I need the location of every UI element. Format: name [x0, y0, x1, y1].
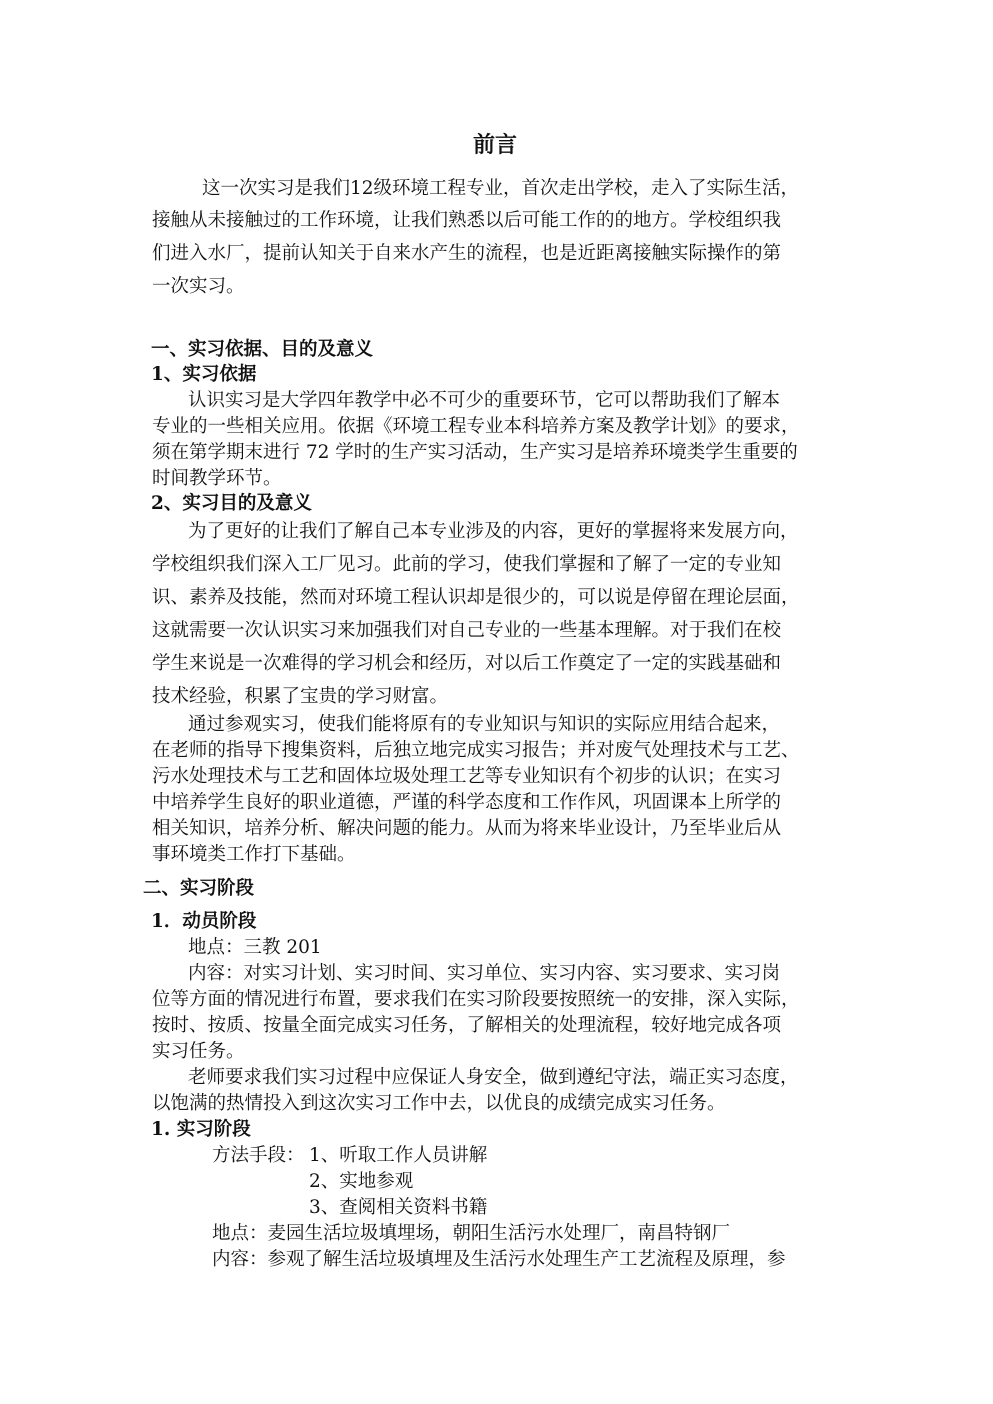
- basis-line: 时间教学环节。: [152, 468, 282, 489]
- basis-line: 认识实习是大学四年教学中必不可少的重要环节，它可以帮助我们了解本: [188, 390, 781, 411]
- section-heading-stages: 二、实习阶段: [143, 878, 255, 899]
- purpose-line: 这就需要一次认识实习来加强我们对自己专业的一些基本理解。对于我们在校: [152, 620, 782, 641]
- subheading-purpose: 2、实习目的及意义: [151, 493, 312, 514]
- purpose-line: 中培养学生良好的职业道德，严谨的科学态度和工作作风，巩固课本上所学的: [152, 792, 782, 813]
- section-heading-basis: 一、实习依据、目的及意义: [151, 339, 374, 360]
- subheading-basis: 1、实习依据: [151, 364, 257, 385]
- method-item: 3、查阅相关资料书籍: [309, 1197, 488, 1218]
- preface-line: 们进入水厂，提前认知关于自来水产生的流程，也是近距离接触实际操作的第: [152, 243, 782, 264]
- basis-line: 须在第学期末进行 72 学时的生产实习活动，生产实习是培养环境类学生重要的: [152, 442, 798, 463]
- method-item: 1、听取工作人员讲解: [309, 1145, 488, 1166]
- purpose-line: 学生来说是一次难得的学习机会和经历，对以后工作奠定了一定的实践基础和: [152, 653, 782, 674]
- purpose-line: 技术经验，积累了宝贵的学习财富。: [152, 686, 449, 707]
- purpose-line: 事环境类工作打下基础。: [152, 844, 356, 865]
- purpose-line: 识、素养及技能，然而对环境工程认识却是很少的，可以说是停留在理论层面，: [152, 587, 800, 608]
- purpose-line: 通过参观实习，使我们能将原有的专业知识与知识的实际应用结合起来，: [188, 714, 781, 735]
- mobilization-line: 实习任务。: [152, 1041, 245, 1062]
- preface-line: 接触从未接触过的工作环境，让我们熟悉以后可能工作的的地方。学校组织我: [152, 210, 782, 231]
- method-item: 2、实地参观: [309, 1171, 414, 1192]
- purpose-line: 为了更好的让我们了解自己本专业涉及的内容，更好的掌握将来发展方向，: [188, 521, 799, 542]
- teacher-line: 以饱满的热情投入到这次实习工作中去，以优良的成绩完成实习任务。: [152, 1093, 726, 1114]
- subheading-internship-stage: 1. 实习阶段: [151, 1119, 251, 1140]
- teacher-line: 老师要求我们实习过程中应保证人身安全，做到遵纪守法，端正实习态度，: [188, 1067, 799, 1088]
- mobilization-line: 位等方面的情况进行布置，要求我们在实习阶段要按照统一的安排，深入实际，: [152, 989, 800, 1010]
- mobilization-location: 地点：三教 201: [188, 937, 322, 958]
- internship-location: 地点：麦园生活垃圾填埋场，朝阳生活污水处理厂，南昌特钢厂: [212, 1223, 731, 1244]
- mobilization-line: 按时、按质、按量全面完成实习任务，了解相关的处理流程，较好地完成各项: [152, 1015, 782, 1036]
- methods-label: 方法手段：: [212, 1145, 305, 1166]
- purpose-line: 在老师的指导下搜集资料，后独立地完成实习报告；并对废气处理技术与工艺、: [152, 740, 800, 761]
- mobilization-line: 内容：对实习计划、实习时间、实习单位、实习内容、实习要求、实习岗: [188, 963, 781, 984]
- purpose-line: 污水处理技术与工艺和固体垃圾处理工艺等专业知识有个初步的认识；在实习: [152, 766, 782, 787]
- purpose-line: 学校组织我们深入工厂见习。此前的学习，使我们掌握和了解了一定的专业知: [152, 554, 782, 575]
- page-title: 前言: [473, 132, 518, 158]
- subheading-mobilization: 1．动员阶段: [151, 911, 257, 932]
- preface-line: 一次实习。: [152, 276, 245, 297]
- internship-content: 内容：参观了解生活垃圾填埋及生活污水处理生产工艺流程及原理，参: [212, 1249, 786, 1270]
- purpose-line: 相关知识，培养分析、解决问题的能力。从而为将来毕业设计，乃至毕业后从: [152, 818, 782, 839]
- preface-line: 这一次实习是我们12级环境工程专业，首次走出学校，走入了实际生活，: [202, 178, 800, 199]
- basis-line: 专业的一些相关应用。依据《环境工程专业本科培养方案及教学计划》的要求，: [152, 416, 800, 437]
